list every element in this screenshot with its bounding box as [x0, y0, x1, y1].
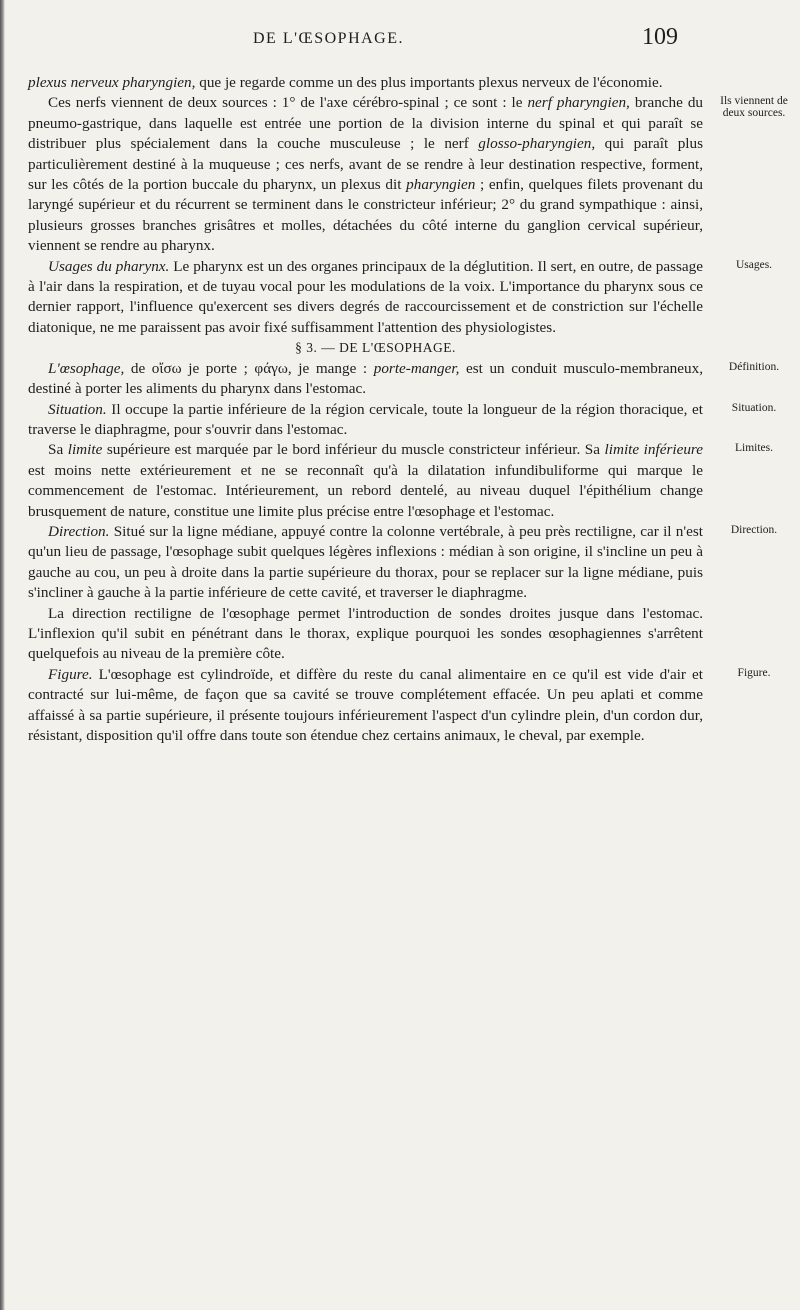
paragraph — [28, 604, 703, 665]
text-run: Sa — [48, 441, 68, 459]
text-run: Le pharynx est un des organes principaux de la déglutition. Il sert, en outre, de passage à l'air dans la respiration, et de tuyau vocal pour les modulations de la voix. L'importance du pharynx sous ce dernier rapport, l'influence qu'exercent ses divers degrés de raccourcissement et de constriction sur l'échelle diatonique, ne me paraissent pas avoir fixé suffisamment l'attention des physiologistes. — [28, 257, 703, 336]
italic-run: limite inférieure — [604, 441, 703, 459]
margin-note-sources: Ils viennent de deux sources. — [720, 95, 788, 119]
paragraph — [28, 522, 703, 604]
running-title: DE L'ŒSOPHAGE. — [253, 30, 404, 47]
text-run: Il occupe la partie inférieure de la région cervicale, toute la longueur de la région thoracique, et traverse le diaphragme, pour s'ouvrir dans l'estomac. — [28, 400, 703, 438]
paragraph — [28, 359, 703, 400]
text-run: Situé sur la ligne médiane, appuyé contre la colonne vertébrale, à peu près rectiligne, car il n'est qu'un lieu de passage, l'œsophage subit quelques légères inflexions : médian à son origine, il s'incline un peu à gauche au cou, un peu à droite dans la partie supérieure du thorax, pour se replacer sur la ligne médiane, puis s'incliner à gauche à la partie inférieure de cette cavité, et traverser le diaphragme. — [28, 522, 703, 602]
margin-note-situation: Situation. — [731, 402, 777, 414]
page-number: 109 — [642, 24, 678, 50]
italic-run: pharyngien — [406, 176, 476, 194]
margin-note-definition: Définition. — [728, 361, 780, 373]
italic-run: L'œsophage, — [48, 359, 125, 377]
paragraph — [28, 73, 703, 93]
text-run: Ces nerfs viennent de deux sources : 1° de l'axe cérébro-spinal ; ce sont : le — [48, 94, 528, 112]
paragraph — [28, 665, 703, 747]
paragraph — [28, 93, 703, 256]
italic-run: Usages du pharynx. — [48, 257, 170, 275]
margin-note-figure: Figure. — [737, 667, 771, 679]
italic-run: glosso-pharyngien, — [478, 135, 596, 153]
body-text — [28, 73, 703, 746]
paragraph — [28, 440, 703, 522]
italic-run: Direction. — [48, 522, 110, 540]
paragraph — [28, 400, 703, 441]
page-binding-edge — [0, 0, 5, 1310]
italic-run: plexus nerveux pharyngien, — [28, 74, 196, 91]
italic-run: Figure. — [48, 665, 93, 683]
margin-note-limites: Limites. — [734, 442, 773, 454]
page-header — [0, 22, 800, 62]
text-run: ; enfin, quelques filets provenant du laryngé supérieur et du récurrent se terminent dans le constricteur inférieur; 2° du grand sympathique : ainsi, plusieurs grosses branches grisâtres et molles, détachées du côté interne du ganglion cervical supérieur, viennent se rendre au pharynx. — [28, 176, 703, 255]
text-run: qui paraît plus particulièrement destiné à la muqueuse ; ces nerfs, avant de se rendre à leur destination respective, forment, sur les côtés de la portion buccale du pharynx, un plexus dit — [28, 135, 704, 194]
italic-run: nerf pharyngien, — [527, 94, 630, 112]
margin-note-usages: Usages. — [735, 259, 773, 271]
text-run: supérieure est marquée par le bord inférieur du muscle constricteur inférieur. Sa — [102, 441, 605, 459]
margin-note-direction: Direction. — [730, 524, 778, 536]
text-run: branche du pneumo-gastrique, dans laquelle est entrée une portion de la division interne du spinal et qui paraît se distribuer plus spécialement dans la couche musculeuse ; le nerf — [28, 94, 704, 153]
section-heading: § 3. — DE L'ŒSOPHAGE. — [295, 340, 456, 356]
italic-run: porte-manger, — [373, 359, 460, 377]
text-run: La direction rectiligne de l'œsophage permet l'introduction de sondes droites jusque dans l'estomac. L'inflexion qu'il subit en pénétrant dans le thorax, explique pourquoi les sondes œsophagiennes s'arrêtent quelquefois au niveau de la première côte. — [28, 604, 703, 663]
italic-run: Situation. — [48, 400, 107, 418]
paragraph — [28, 257, 703, 339]
text-run: de οἴσω je porte ; φάγω, je mange : — [124, 359, 374, 377]
italic-run: limite — [67, 441, 103, 459]
text-run: est moins nette extérieurement et ne se reconnaît qu'à la dilatation infundibuliforme qui marque le commencement de l'estomac. Intérieurement, un rebord dentelé, au niveau duquel l'épithélium change brusquement de nature, constitue une limite plus précise entre l'œsophage et l'estomac. — [28, 461, 703, 520]
text-run: L'œsophage est cylindroïde, et diffère du reste du canal alimentaire en ce qu'il est vide d'air et contracté sur lui-même, de façon que sa cavité se trouve complétement effacée. Un peu aplati et comme affaissé à sa partie supérieure, il présente toujours inférieurement l'aspect d'un cylindre plein, d'un cordon dur, résistant, disposition qu'il offre dans toute son étendue chez certains animaux, le cheval, par exemple. — [28, 665, 703, 744]
text-run: que je regarde comme un des plus importants plexus nerveux de l'économie. — [195, 74, 663, 91]
text-run: est un conduit musculo-membraneux, destiné à porter les aliments du pharynx dans l'estomac. — [28, 359, 703, 398]
